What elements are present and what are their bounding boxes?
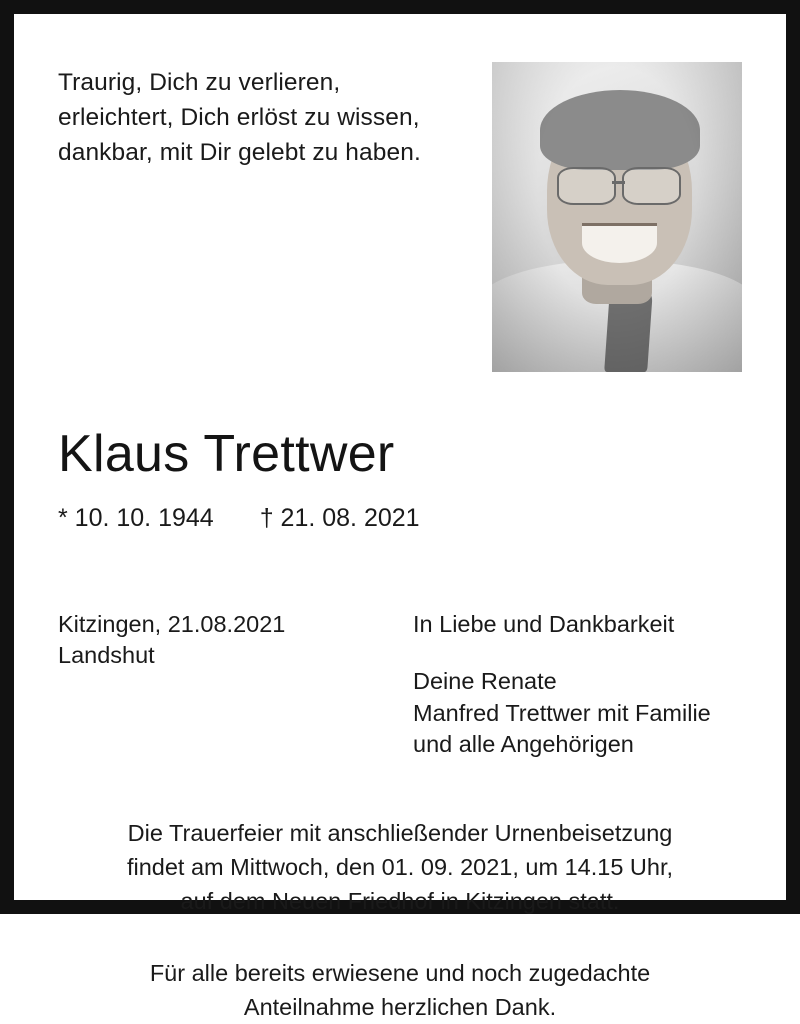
mourner-line-3: und alle Angehörigen — [413, 730, 634, 757]
mourner-line-1: Deine Renate — [413, 668, 557, 695]
death-date: † 21. 08. 2021 — [259, 504, 420, 532]
mourners — [413, 609, 711, 760]
ceremony-line-3: auf dem Neuen Friedhof in Kitzingen statt. — [180, 888, 620, 915]
thanks-note — [58, 956, 742, 1024]
verse-line-2: erleichtert, Dich erlöst zu wissen, — [58, 103, 420, 131]
verse-and-photo-row — [58, 62, 742, 372]
ceremony-details — [58, 816, 742, 918]
birth-date: * 10. 10. 1944 — [58, 504, 214, 532]
thanks-line-1: Für alle bereits erwiesene und noch zugedachte — [149, 960, 651, 987]
life-dates — [58, 504, 742, 533]
obituary-content — [58, 62, 742, 1021]
ceremony-line-1: Die Trauerfeier mit anschließender Urnenbeisetzung — [127, 820, 673, 846]
mourners-lead: In Liebe und Dankbarkeit — [413, 611, 675, 637]
memorial-verse — [58, 62, 421, 170]
verse-line-3: dankbar, mit Dir gelebt zu haben. — [58, 138, 421, 166]
place-date-line-2: Landshut — [58, 642, 155, 669]
mourner-line-2: Manfred Trettwer mit Familie — [413, 699, 711, 726]
place-date-line-1: Kitzingen, 21.08.2021 — [58, 611, 286, 637]
photo-vignette — [492, 62, 742, 372]
place-and-date — [58, 609, 413, 760]
verse-line-1: Traurig, Dich zu verlieren, — [58, 69, 341, 96]
thanks-line-2: Anteilnahme herzlichen Dank. — [243, 994, 557, 1021]
portrait-photo — [492, 62, 742, 372]
ceremony-line-2: findet am Mittwoch, den 01. 09. 2021, um 14.15 Uhr, — [126, 854, 674, 881]
deceased-name: Klaus Trettwer — [58, 425, 395, 483]
details-row — [58, 609, 742, 760]
